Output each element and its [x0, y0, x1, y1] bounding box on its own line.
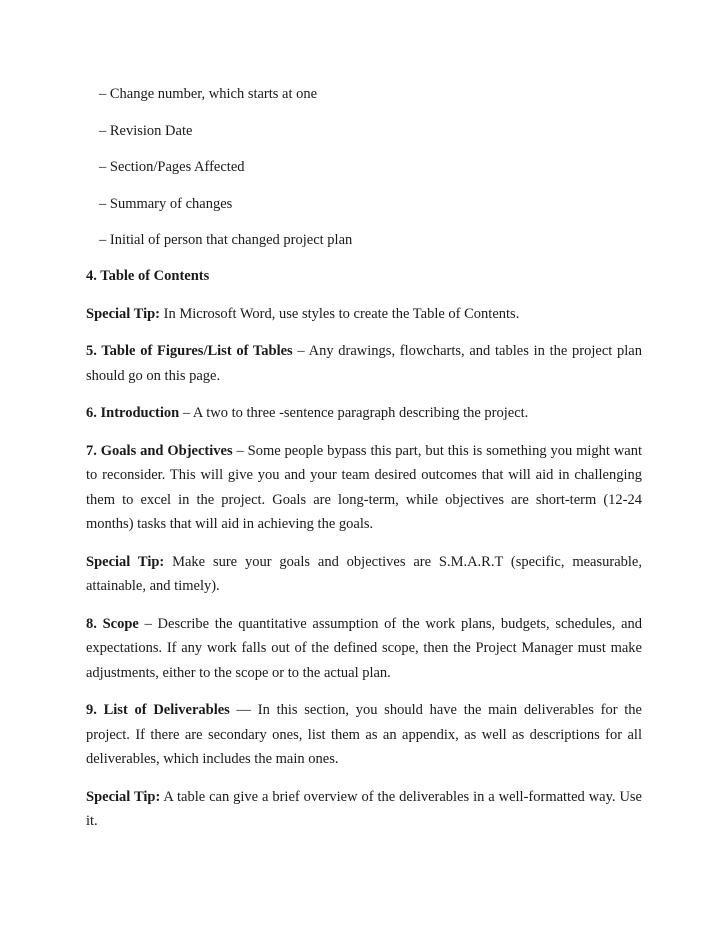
tip-label: Special Tip:: [86, 788, 161, 805]
section-toc: [86, 264, 642, 289]
bullet-initial: – Initial of person that changed project plan: [99, 232, 353, 248]
tip-label: Special Tip:: [86, 553, 165, 570]
section-introduction: [86, 401, 642, 426]
tip-label: Special Tip:: [86, 305, 161, 322]
tip-text: A table can give a brief overview of the deliverables in a well-formatted way. Use it.: [86, 788, 642, 829]
heading-introduction: 6. Introduction: [86, 405, 180, 421]
heading-deliverables: 9. List of Deliverables: [86, 702, 230, 718]
tip-text: In Microsoft Word, use styles to create the Table of Contents.: [160, 305, 520, 322]
bullet-summary: – Summary of changes: [99, 195, 233, 212]
scope-text: – Describe the quantitative assumption of the work plans, budgets, schedules, and expectations. If any work falls out of the defined scope, then the Project Manager must make adjustments, either to the scope or to the actual plan.: [86, 615, 643, 681]
section-deliverables: [86, 698, 642, 772]
tip-table: [86, 785, 642, 834]
heading-goals: 7. Goals and Objectives: [86, 442, 233, 459]
section-goals: [86, 439, 642, 537]
figures-text: – Any drawings, flowcharts, and tables in the project plan should go on this page.: [86, 343, 642, 384]
tip-text: Make sure your goals and objectives are S.M.A.R.T (specific, measurable, attainable, and timely).: [86, 553, 642, 594]
tip-toc: [86, 302, 642, 327]
bullet-revision-date: – Revision Date: [99, 122, 193, 139]
heading-toc: 4. Table of Contents: [86, 268, 210, 284]
introduction-text: – A two to three -sentence paragraph describing the project.: [179, 405, 529, 421]
goals-text: – Some people bypass this part, but this is something you might want to reconsider. This will give you and your team desired outcomes that will aid in challenging them to excel in the project. Goals are long-term, while objectives are short-term (12-24 months) tasks that will aid in achieving the goals.: [86, 442, 643, 532]
bullet-section-pages: – Section/Pages Affected: [99, 159, 245, 175]
bullet-change-number: – Change number, which starts at one: [99, 86, 318, 102]
section-figures: [86, 339, 642, 388]
deliverables-text: — In this section, you should have the main deliverables for the project. If there are secondary ones, list them as an appendix, as well as descriptions for all deliverables, which includes the main ones.: [86, 702, 642, 767]
tip-smart: [86, 550, 642, 599]
document-page: [86, 82, 642, 834]
section-scope: [86, 612, 642, 686]
heading-scope: 8. Scope: [86, 615, 139, 632]
heading-figures: 5. Table of Figures/List of Tables: [86, 343, 293, 359]
